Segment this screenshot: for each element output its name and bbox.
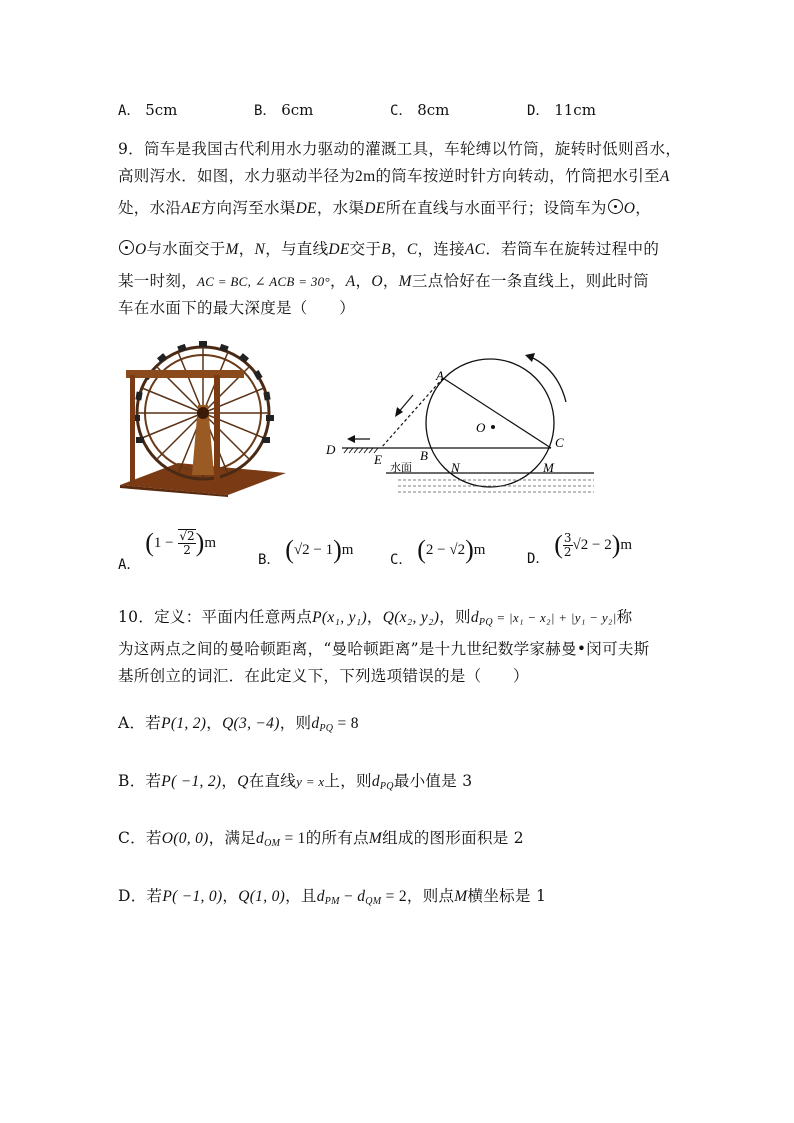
text: ， [221,772,238,790]
distance-subscript: PQ [319,723,334,734]
label-b: B [420,448,428,463]
label-d: D [326,442,336,457]
label-m: M [543,460,554,475]
distance-subscript: OM [264,838,281,849]
point-m: M [225,241,239,258]
text: 称 [616,608,633,626]
distance-subscript: PQ [478,617,493,628]
option-label: C． [390,103,413,119]
segment-ae: AE [181,200,201,217]
q10-line-3: 基所创立的词汇．在此定义下，下列选项错误的是（ ） [118,667,529,685]
condition-formula: AC = BC, ∠ ACB = 30° [197,274,330,289]
q10-option-b [118,769,472,792]
distance-symbol: d [371,773,380,790]
q9-option-c: C． (2 − √2)m [390,535,486,568]
text: ．若筒车在旋转过程中的 [485,240,660,258]
option-label: B． [258,552,281,568]
option-value: 11cm [554,101,596,119]
distance-symbol: d [256,830,265,847]
text: ， [206,714,223,732]
q8-option-b [254,100,313,120]
text: 所在直线与水面平行；设筒车为 [385,199,607,217]
point-b: B [381,241,392,258]
distance-symbol: d [316,888,325,905]
fraction-numerator: 3 [563,530,572,545]
text: ， [222,887,239,905]
text: ， [329,272,346,290]
text: ，且 [285,887,317,905]
point-c: C [406,241,418,258]
text: ， [635,199,652,217]
option-expr: √2 − 2 [572,537,612,553]
q10-line-2: 为这两点之间的曼哈顿距离，“曼哈顿距离”是十九世纪数学家赫曼•闵可夫斯 [118,640,650,658]
radius-value: 2m [355,168,376,185]
text: ， [382,272,399,290]
text: ，水渠 [316,199,365,217]
manhattan-formula: = |x₁ − x₂| + |y₁ − y₂| [492,610,617,625]
unit: m [473,542,486,558]
text: 处，水沿 [118,199,182,217]
geometry-diagram [318,340,608,500]
text: 交于 [349,240,382,258]
distance-subscript: PM [324,896,340,907]
segment-de: DE [295,200,317,217]
text: 高则泻水．如图，水力驱动半径为 [118,167,356,185]
point-m: M [454,888,468,905]
point-m: M [398,273,412,290]
option-label: A． [118,103,141,119]
text: ，连接 [417,240,465,258]
label-water-surface: 水面 [390,461,412,474]
option-label: A． [118,557,141,573]
q8-option-c [390,100,449,120]
q9-option-d: D． ( $\frac{3}{2}$ √2 − 2)m [527,530,633,567]
q9-line-1: 9．筒车是我国古代利用水力驱动的灌溉工具，车轮缚以竹筒，旋转时低则舀水， [118,140,682,158]
q10-option-c [118,826,524,849]
text: 与水面交于 [146,240,226,258]
option-label: B．若 [118,772,162,790]
text: ，则 [279,714,312,732]
distance-value: = 1 [280,830,306,847]
segment-ac: AC [464,241,486,258]
q9-line-5 [118,269,649,291]
circle-symbol-icon [608,199,623,214]
unit: m [204,535,217,551]
q9-line-3 [118,196,651,218]
option-label: A．若 [118,714,162,732]
line-equation: y = x [296,774,325,789]
text: 最小值是 3 [393,772,473,790]
text: 三点恰好在一条直线上，则此时筒 [411,272,649,290]
point-a: A [345,273,356,290]
distance-value: = 8 [333,715,359,732]
fraction-denominator: 2 [563,544,572,559]
q10-option-d [118,884,546,907]
segment-de: DE [328,241,350,258]
distance-subscript: PQ [379,781,394,792]
text: ， [391,240,407,258]
q10-option-a [118,711,359,734]
label-c: C [555,435,564,450]
point-o: O [623,200,636,217]
point-q: Q(x₂, y₂) [382,609,440,626]
text: ， [238,240,255,258]
text: 某一时刻， [118,272,198,290]
distance-symbol: d [357,888,366,905]
unit: m [341,542,354,558]
text: ，满足 [208,829,257,847]
point-q: Q(1, 0) [238,888,286,905]
text: 的筒车按逆时针方向转动，竹筒把水引至 [375,167,660,185]
text: 在直线 [248,772,297,790]
point-o: O(0, 0) [161,830,209,847]
water-wheel-photo [118,335,288,497]
text: ，则 [439,608,471,626]
q9-option-a: A． (1 − $\frac{√2}{2}$ )m [118,528,217,573]
option-label: C． [390,552,413,568]
distance-symbol: d [311,715,320,732]
point-p: P(x₁, y₁) [312,609,367,626]
q8-option-a [118,100,177,120]
point-a: A [659,168,670,185]
text: 的所有点 [305,829,369,847]
text: 组成的图形面积是 2 [382,829,524,847]
operator: − [339,888,358,905]
distance-value: = 2 [381,888,407,905]
text: 方向泻至水渠 [200,199,296,217]
label-o: O [476,420,486,435]
q8-option-d [527,100,596,120]
unit: m [620,537,633,553]
q9-line-4 [118,237,659,259]
option-value: 5cm [145,101,178,119]
point-q: Q [237,773,249,790]
label-e: E [374,452,382,467]
option-label: D． [527,551,550,567]
distance-symbol: d [470,609,479,626]
point-m: M [368,830,383,847]
point-p: P( −1, 0) [162,888,223,905]
text: 上，则 [324,772,372,790]
option-value: 8cm [417,101,450,119]
text: ， [366,608,383,626]
point-n: N [254,241,266,258]
q9-line-6: 车在水面下的最大深度是（ ） [118,299,356,317]
point-o: O [135,241,147,258]
text: 10．定义：平面内任意两点 [118,608,313,626]
circle-symbol-icon [119,240,134,255]
text: ， [355,272,372,290]
option-label: C．若 [118,829,162,847]
point-p: P(1, 2) [161,715,207,732]
fraction-numerator: √2 [179,529,195,543]
option-expr: 2 − √2 [425,542,466,558]
text: ，与直线 [265,240,329,258]
option-label: D．若 [118,887,163,905]
point-o: O [371,273,383,290]
text: ，则点 [406,887,455,905]
option-expr: 1 − [153,535,174,551]
option-value: 6cm [281,101,314,119]
option-expr: √2 − 1 [293,542,334,558]
segment-de: DE [364,200,386,217]
label-a: A [436,368,444,383]
fraction-denominator: 2 [183,543,191,557]
point-q: Q(3, −4) [222,715,280,732]
label-n: N [451,460,460,475]
q9-option-b: B． (√2 − 1)m [258,535,354,568]
point-p: P( −1, 2) [161,773,222,790]
q10-line-1 [118,605,632,628]
text: 横坐标是 1 [467,887,547,905]
option-label: B． [254,103,277,119]
distance-subscript: QM [365,896,382,907]
q9-line-2 [118,164,670,186]
option-label: D． [527,103,550,119]
